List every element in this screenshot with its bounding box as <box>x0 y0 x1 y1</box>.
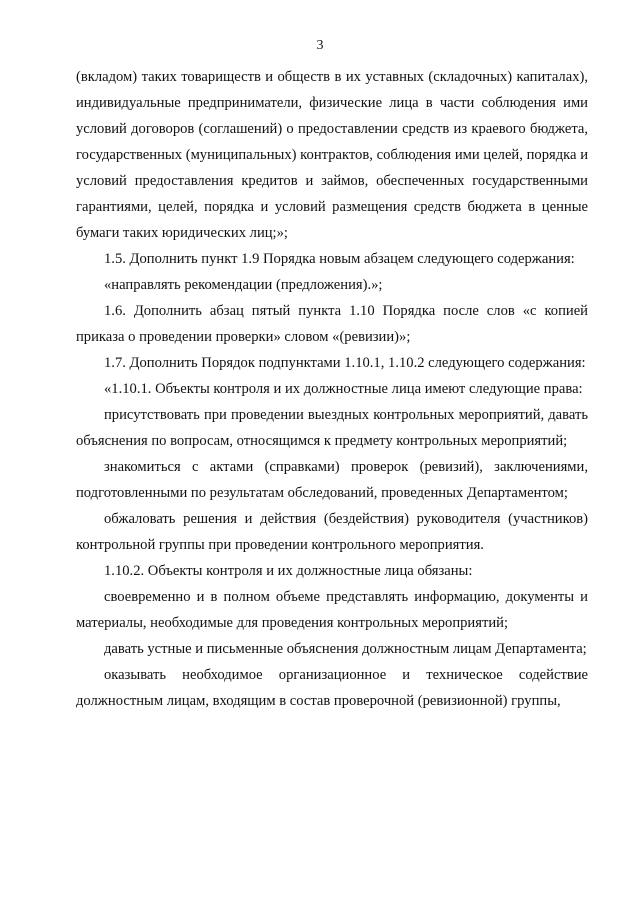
paragraph-capital-contributions: (вкладом) таких товариществ и обществ в их уставных (складочных) капиталах), индивидуальные предприниматели, физические лица в части соблюдения ими условий договоров (соглашений) о предоставлении средств из краевого бюджета, государственных (муниципальных) контрактов, соблюдения ими целей, порядка и условий предоставления кредитов и займов, обеспеченных государственными гарантиями, целей, порядка и условий размещения средств бюджета в ценные бумаги таких юридических лиц;»; <box>76 69 588 241</box>
paragraph-recommendations: «направлять рекомендации (предложения).»; <box>104 277 383 293</box>
paragraph-right-review-acts: знакомиться с актами (справками) проверок (ревизий), заключениями, подготовленными по результатам обследований, проведенных Департаментом; <box>76 459 588 501</box>
paragraph-1-6: 1.6. Дополнить абзац пятый пункта 1.10 Порядка после слов «с копией приказа о проведении проверки» словом «(ревизии)»; <box>76 303 588 345</box>
paragraph-right-attend: присутствовать при проведении выездных контрольных мероприятий, давать объяснения по вопросам, относящимся к предмету контрольных мероприятий; <box>76 407 588 449</box>
paragraph-1-5: 1.5. Дополнить пункт 1.9 Порядка новым абзацем следующего содержания: <box>104 251 575 267</box>
document-body <box>76 64 588 714</box>
paragraph-duty-assistance: оказывать необходимое организационное и техническое содействие должностным лицам, входящим в состав проверочной (ревизионной) группы, <box>76 667 588 709</box>
paragraph-1-10-1: «1.10.1. Объекты контроля и их должностные лица имеют следующие права: <box>104 381 583 397</box>
paragraph-duty-provide-info: своевременно и в полном объеме представлять информацию, документы и материалы, необходимые для проведения контрольных мероприятий; <box>76 589 588 631</box>
paragraph-duty-explanations: давать устные и письменные объяснения должностным лицам Департамента; <box>104 641 587 657</box>
paragraph-1-7: 1.7. Дополнить Порядок подпунктами 1.10.1, 1.10.2 следующего содержания: <box>104 355 586 371</box>
paragraph-right-appeal: обжаловать решения и действия (бездействия) руководителя (участников) контрольной группы при проведении контрольного мероприятия. <box>76 511 588 553</box>
page-number: 3 <box>316 38 324 53</box>
paragraph-1-10-2: 1.10.2. Объекты контроля и их должностные лица обязаны: <box>104 563 473 579</box>
